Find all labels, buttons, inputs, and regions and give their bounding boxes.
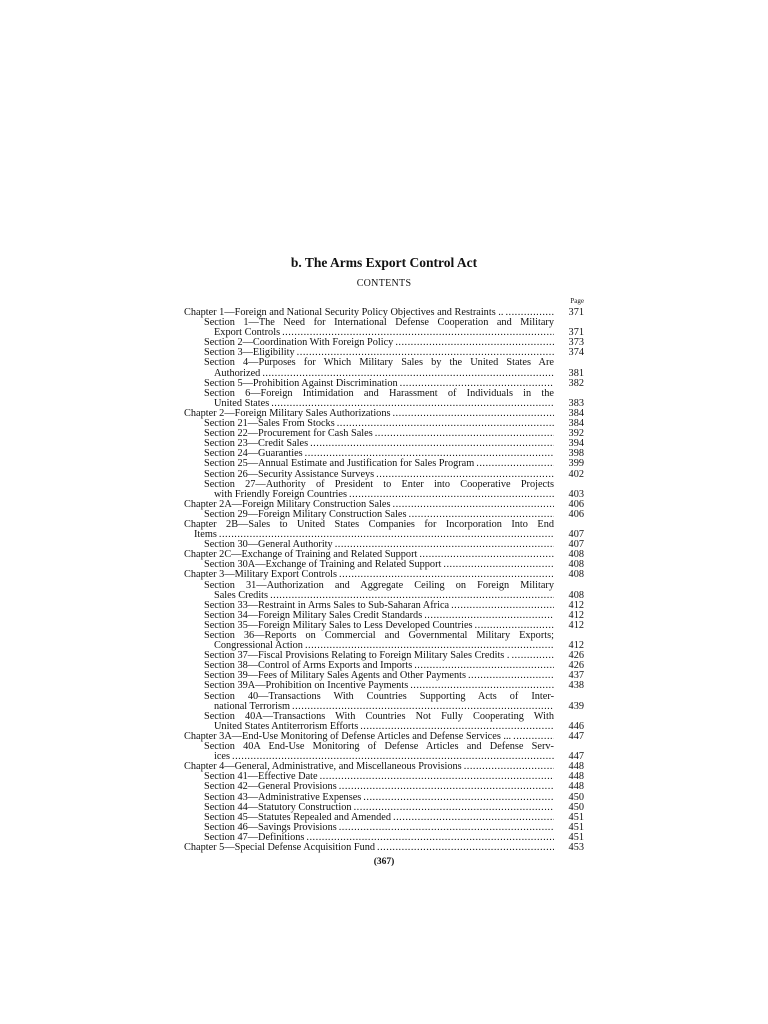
entry-title-line: Section 35—Foreign Military Sales to Less Developed Countries (204, 619, 473, 631)
dot-leader (308, 439, 554, 449)
entry-page-number: 384 (568, 407, 584, 419)
entry-title-line: Section 27—Authority of President to Enter into Cooperative Projects (204, 478, 554, 490)
entry-page-number: 408 (568, 589, 584, 601)
entry-title-line: Section 42—General Provisions (204, 781, 337, 793)
entry-page-number: 384 (568, 418, 584, 430)
entry-page-number: 408 (568, 549, 584, 561)
entry-title-line: Section 43—Administrative Expenses (204, 791, 362, 803)
document-title: b. The Arms Export Control Act (290, 255, 478, 270)
entry-page-number: 412 (568, 619, 584, 631)
entry-title-line: Section 47—Definitions (204, 831, 305, 843)
entry-page-number: 447 (568, 730, 584, 742)
entry-page-number: 408 (568, 559, 584, 571)
dot-leader (361, 793, 554, 803)
toc-section-entry (184, 581, 584, 601)
entry-title-line: Chapter 2B—Sales to United States Companies for Incorporation Into End (184, 518, 554, 530)
entry-title-line: Chapter 2—Foreign Military Sales Authorizations (184, 407, 391, 419)
toc-section-entry (184, 459, 584, 469)
entry-title-line: Authorized (214, 367, 261, 379)
entry-page-number: 402 (568, 468, 584, 480)
entry-page-number: 439 (568, 700, 584, 712)
entry-page-number: 426 (568, 650, 584, 662)
entry-page-number: 408 (568, 569, 584, 581)
dot-leader (318, 772, 554, 782)
entry-page-number: 399 (568, 458, 584, 470)
entry-title-line: ices (214, 751, 231, 763)
entry-page-number: 394 (568, 438, 584, 450)
entry-title-line: Section 4—Purposes for Which Military Sales by the United States Are (204, 357, 554, 369)
toc-chapter-entry (184, 843, 584, 853)
dot-leader (373, 429, 554, 439)
entry-page-number: 373 (568, 337, 584, 349)
page-folio: (367) (373, 857, 395, 867)
entry-title-line: Section 5—Prohibition Against Discrimination (204, 377, 398, 389)
dot-leader (393, 338, 554, 348)
entry-title-line: Chapter 5—Special Defense Acquisition Fund (184, 841, 376, 853)
entry-title-line: Section 33—Restraint in Arms Sales to Sub-Saharan Africa (204, 599, 450, 611)
entry-page-number: 412 (568, 609, 584, 621)
dot-leader (474, 459, 554, 469)
entry-page-number: 407 (568, 539, 584, 551)
entry-page-number: 451 (568, 821, 584, 833)
entry-page-number: 448 (568, 781, 584, 793)
entry-title-line: Section 36—Reports on Commercial and Governmental Military Exports; (204, 630, 554, 641)
entry-title-line: Section 46—Savings Provisions (204, 821, 337, 833)
entry-title-line: Chapter 3A—End-Use Monitoring of Defense Articles and Defense Services ... (184, 730, 512, 742)
entry-title-line: Section 6—Foreign Intimidation and Harassment of Individuals in the (204, 387, 554, 399)
entry-page-number: 412 (568, 599, 584, 611)
entry-page-number: 448 (568, 761, 584, 773)
entry-page-number: 453 (568, 841, 584, 853)
toc-section-entry (184, 631, 584, 651)
entry-page-number: 406 (568, 508, 584, 520)
entry-title-line: Chapter 2A—Foreign Military Construction Sales (184, 498, 391, 510)
entry-title-line: Section 21—Sales From Stocks (204, 418, 335, 430)
dot-leader (466, 671, 554, 681)
entry-title-line: United States Antiterrorism Efforts (214, 720, 359, 732)
entry-page-number: 438 (568, 680, 584, 692)
entry-title-line: Chapter 4—General, Administrative, and Miscellaneous Provisions (184, 761, 462, 773)
entry-title-line: Section 34—Foreign Military Sales Credit Standards (204, 609, 423, 621)
entry-page-number: 446 (568, 720, 584, 732)
dot-leader (391, 500, 555, 510)
entry-title-line: with Friendly Foreign Countries (214, 488, 347, 500)
entry-title-line: Sales Credits (214, 589, 269, 601)
entry-title-line: Section 24—Guaranties (204, 448, 303, 460)
entry-page-number: 448 (568, 771, 584, 783)
entry-page-number: 407 (568, 529, 584, 541)
entry-page-number: 392 (568, 428, 584, 440)
entry-page-number: 398 (568, 448, 584, 460)
entry-title-line: Section 2—Coordination With Foreign Policy (204, 337, 394, 349)
entry-title-line: Section 40A End-Use Monitoring of Defense Articles and Defense Serv- (204, 741, 554, 753)
entry-page-number: 450 (568, 791, 584, 803)
table-of-contents (184, 308, 584, 853)
entry-title-line: Section 38—Control of Arms Exports and Imports (204, 660, 413, 672)
entry-page-number: 403 (568, 488, 584, 500)
toc-section-entry (184, 480, 584, 500)
toc-section-entry (184, 358, 584, 378)
entry-page-number: 437 (568, 670, 584, 682)
toc-section-entry (184, 742, 584, 762)
entry-title-line: Section 39—Fees of Military Sales Agents and Other Payments (204, 670, 466, 682)
entry-page-number: 447 (568, 751, 584, 763)
entry-title-line: United States (214, 397, 270, 409)
entry-title-line: Section 40A—Transactions With Countries Not Fully Cooperating With (204, 710, 554, 722)
entry-title-line: Section 23—Credit Sales (204, 438, 309, 450)
entry-title-line: Section 37—Fiscal Provisions Relating to Foreign Military Sales Credits . (204, 650, 510, 662)
entry-title-line: Chapter 3—Military Export Controls (184, 569, 338, 581)
entry-page-number: 383 (568, 397, 584, 409)
toc-section-entry (184, 712, 584, 732)
entry-page-number: 450 (568, 801, 584, 813)
entry-title-line: Congressional Action (214, 640, 303, 652)
entry-title-line: Chapter 1—Foreign and National Security Policy Objectives and Restraints .. (184, 307, 504, 318)
toc-section-entry (184, 318, 584, 338)
entry-page-number: 382 (568, 377, 584, 389)
toc-chapter-entry (184, 520, 584, 540)
entry-page-number: 374 (568, 347, 584, 359)
entry-title-line: Section 44—Statutory Construction (204, 801, 352, 813)
entry-title-line: Section 39A—Prohibition on Incentive Payments (204, 680, 409, 692)
entry-title-line: Section 29—Foreign Military Construction Sales (204, 508, 407, 520)
dot-leader (441, 560, 554, 570)
page-column-heading: Page (570, 297, 584, 305)
entry-title-line: Section 40—Transactions With Countries Supporting Acts of Inter- (204, 690, 554, 702)
dot-leader (449, 601, 554, 611)
entry-title-line: Section 22—Procurement for Cash Sales (204, 428, 373, 440)
entry-title-line: Items (194, 529, 217, 541)
entry-title-line: Chapter 2C—Exchange of Training and Related Support (184, 549, 418, 561)
entry-title-line: Section 45—Statutes Repealed and Amended (204, 811, 392, 823)
entry-title-line: Section 41—Effective Date (204, 771, 318, 783)
dot-leader (462, 762, 554, 772)
entry-page-number: 381 (568, 367, 584, 379)
entry-page-number: 371 (568, 327, 584, 339)
entry-title-line: Section 30—General Authority (204, 539, 333, 551)
toc-section-entry (184, 389, 584, 409)
dot-leader (375, 843, 554, 853)
entry-title-line: Export Controls (214, 327, 281, 339)
toc-section-entry (184, 782, 584, 792)
entry-page-number: 406 (568, 498, 584, 510)
entry-title-line: Section 3—Eligibility (204, 347, 295, 359)
entry-title-line: Section 31—Authorization and Aggregate Ceiling on Foreign Military (204, 579, 554, 591)
entry-page-number: 371 (568, 307, 584, 318)
entry-title-line: Section 25—Annual Estimate and Justification for Sales Program (204, 458, 475, 470)
toc-section-entry (184, 692, 584, 712)
entry-title-line: Section 30A—Exchange of Training and Related Support (204, 559, 442, 571)
entry-page-number: 451 (568, 831, 584, 843)
entry-title-line: Section 26—Security Assistance Surveys (204, 468, 375, 480)
dot-leader (337, 823, 554, 833)
entry-page-number: 412 (568, 640, 584, 652)
entry-title-line: Section 1—The Need for International Defense Cooperation and Military (204, 317, 554, 329)
dot-leader (509, 651, 554, 661)
entry-page-number: 451 (568, 811, 584, 823)
entry-page-number: 426 (568, 660, 584, 672)
dot-leader (337, 782, 554, 792)
entry-title-line: national Terrorism (214, 700, 291, 712)
dot-leader (390, 409, 554, 419)
contents-heading: CONTENTS (356, 278, 412, 289)
dot-leader (391, 813, 554, 823)
